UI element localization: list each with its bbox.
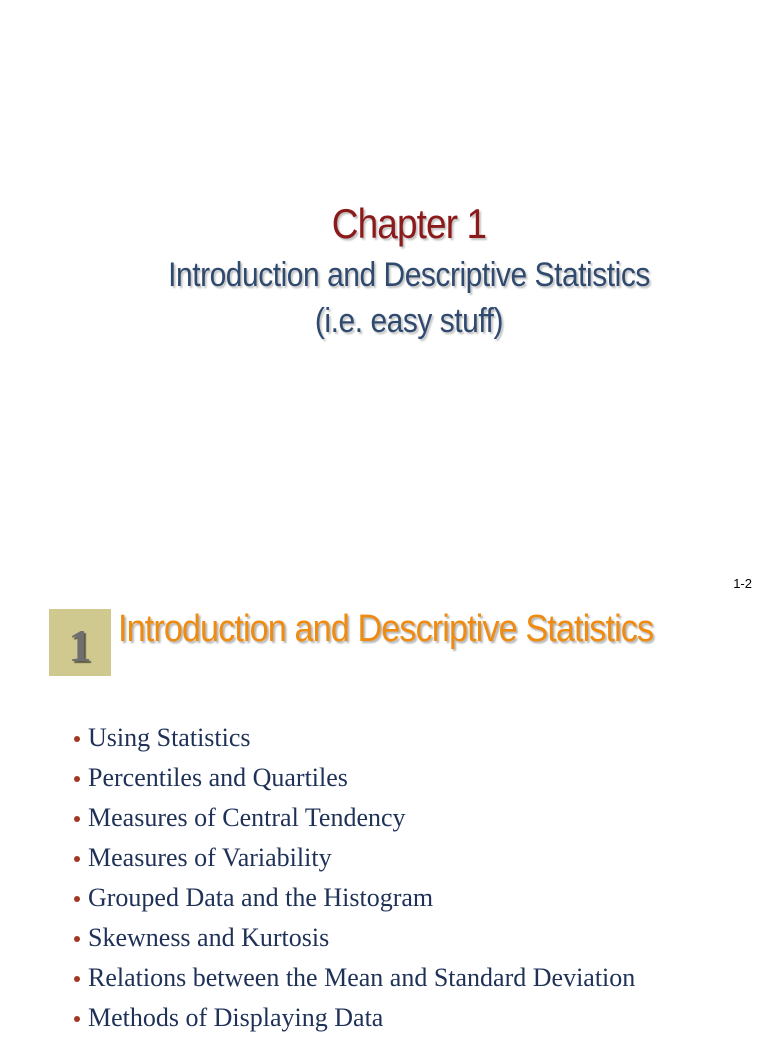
chapter-title: Chapter 1 [331, 200, 487, 247]
topic-label: Skewness and Kurtosis [88, 923, 330, 952]
topic-label: Measures of Central Tendency [88, 803, 406, 832]
bullet-icon [74, 1016, 80, 1022]
list-item [74, 723, 635, 763]
bullet-icon [74, 816, 80, 822]
bullet-icon [74, 896, 80, 902]
list-item [74, 883, 635, 923]
list-item [74, 1003, 635, 1043]
chapter-number-badge [49, 609, 111, 676]
chapter-subtitle-note: (i.e. easy stuff) [314, 302, 504, 340]
bullet-icon [74, 936, 80, 942]
page-number: 1-2 [733, 576, 752, 591]
section-heading: Introduction and Descriptive Statistics [118, 608, 654, 650]
bullet-icon [74, 776, 80, 782]
list-item [74, 843, 635, 883]
topic-label: Measures of Variability [88, 843, 332, 872]
topic-label: Relations between the Mean and Standard Deviation [88, 963, 636, 992]
chapter-subtitle: Introduction and Descriptive Statistics [168, 256, 650, 294]
topic-label: Grouped Data and the Histogram [88, 883, 434, 912]
chapter-number: 1 [68, 620, 92, 671]
topic-label: Using Statistics [88, 723, 251, 752]
bullet-icon [74, 736, 80, 742]
list-item [74, 923, 635, 963]
title-slide [0, 196, 768, 344]
list-item [74, 963, 635, 1003]
topic-label: Percentiles and Quartiles [88, 763, 348, 792]
bullet-icon [74, 856, 80, 862]
list-item [74, 763, 635, 803]
list-item [74, 803, 635, 843]
bullet-icon [74, 976, 80, 982]
topic-label: Methods of Displaying Data [88, 1003, 384, 1032]
topic-list [74, 723, 635, 1043]
